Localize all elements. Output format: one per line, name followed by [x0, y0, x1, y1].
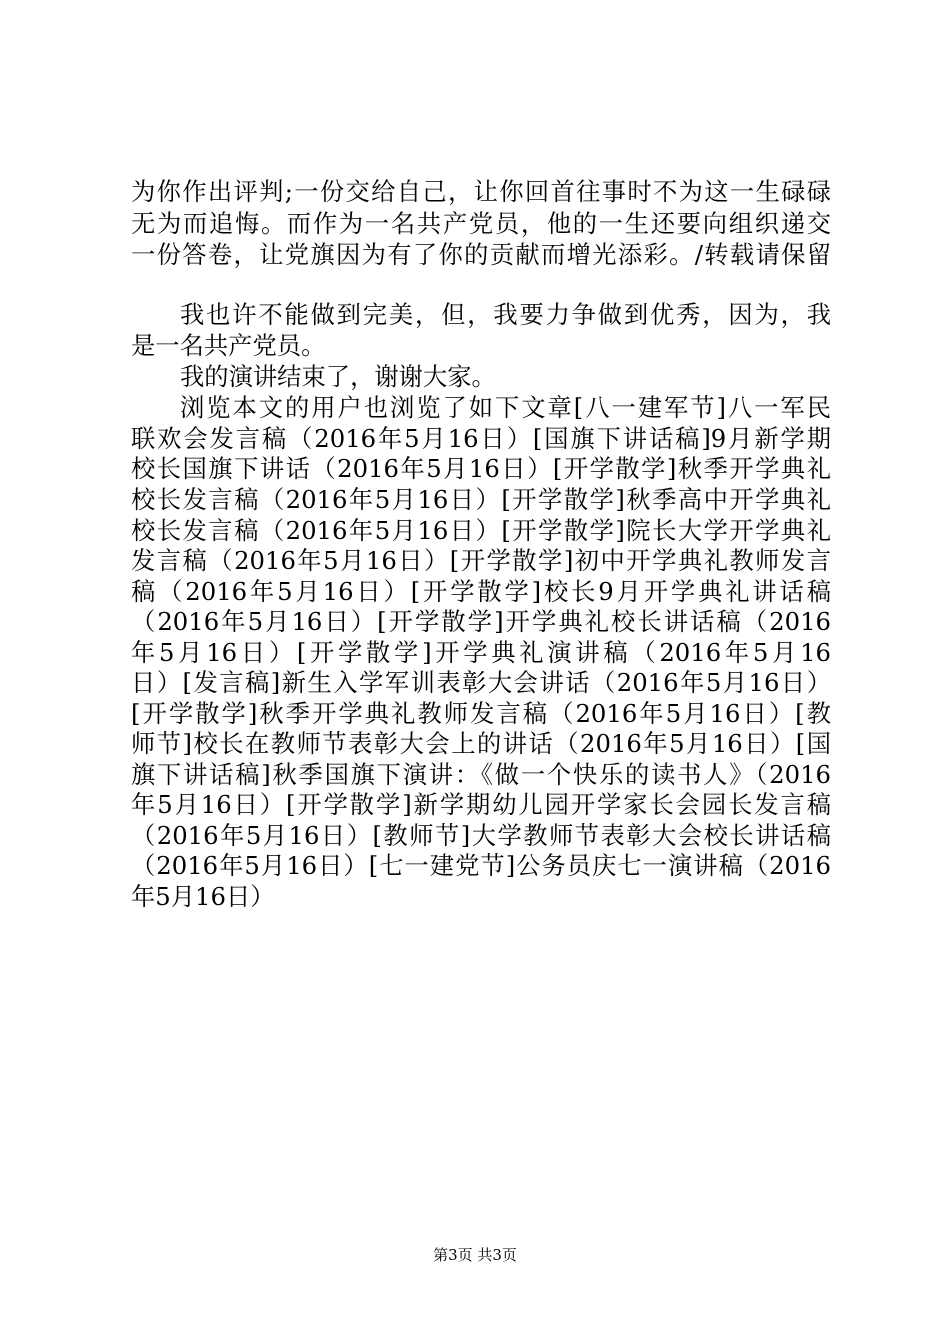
- related-articles-line: 年5月16日）: [131, 882, 275, 911]
- related-articles-line: 年5月16日）[开学散学]新学期幼儿园开学家长会园长发言稿: [131, 790, 831, 819]
- related-articles-intro: 浏览本文的用户也浏览了如下文章[八一建军节]八一军民: [180, 393, 831, 422]
- related-articles-line: 校长发言稿（2016年5月16日）[开学散学]秋季高中开学典礼: [131, 485, 831, 514]
- paragraph-first-line: 我的演讲结束了，谢谢大家。: [180, 362, 496, 391]
- related-articles-line: 发言稿（2016年5月16日）[开学散学]初中开学典礼教师发言: [131, 546, 831, 575]
- related-articles-line: （2016年5月16日）[七一建党节]公务员庆七一演讲稿（2016: [131, 851, 831, 880]
- body-text-line: 一份答卷，让党旗因为有了你的贡献而增光添彩。/转载请保留: [131, 240, 831, 269]
- related-articles-line: 稿（2016年5月16日）[开学散学]校长9月开学典礼讲话稿: [131, 577, 831, 606]
- related-articles-line: 校长国旗下讲话（2016年5月16日）[开学散学]秋季开学典礼: [131, 454, 831, 483]
- related-articles-line: 日）[发言稿]新生入学军训表彰大会讲话（2016年5月16日）: [131, 668, 831, 697]
- related-articles-line: 旗下讲话稿]秋季国旗下演讲：《做一个快乐的读书人》（2016: [131, 760, 831, 789]
- related-articles-line: [开学散学]秋季开学典礼教师发言稿（2016年5月16日）[教: [131, 699, 831, 728]
- body-text-line: 无为而追悔。而作为一名共产党员，他的一生还要向组织递交: [131, 209, 831, 238]
- paragraph-first-line: 我也许不能做到完美，但，我要力争做到优秀，因为，我: [180, 300, 831, 329]
- page-number-footer: 第3页 共3页: [433, 1246, 517, 1264]
- related-articles-line: 师节]校长在教师节表彰大会上的讲话（2016年5月16日）[国: [131, 729, 831, 758]
- related-articles-line: （2016年5月16日）[开学散学]开学典礼校长讲话稿（2016: [131, 607, 831, 636]
- related-articles-line: 年5月16日）[开学散学]开学典礼演讲稿（2016年5月16: [131, 638, 831, 667]
- related-articles-line: 校长发言稿（2016年5月16日）[开学散学]院长大学开学典礼: [131, 516, 831, 545]
- related-articles-line: 联欢会发言稿（2016年5月16日）[国旗下讲话稿]9月新学期: [131, 424, 831, 453]
- related-articles-line: （2016年5月16日）[教师节]大学教师节表彰大会校长讲话稿: [131, 821, 831, 850]
- body-text-line: 是一名共产党员。: [131, 331, 326, 360]
- body-text-line: 为你作出评判;一份交给自己，让你回首往事时不为这一生碌碌: [131, 177, 831, 206]
